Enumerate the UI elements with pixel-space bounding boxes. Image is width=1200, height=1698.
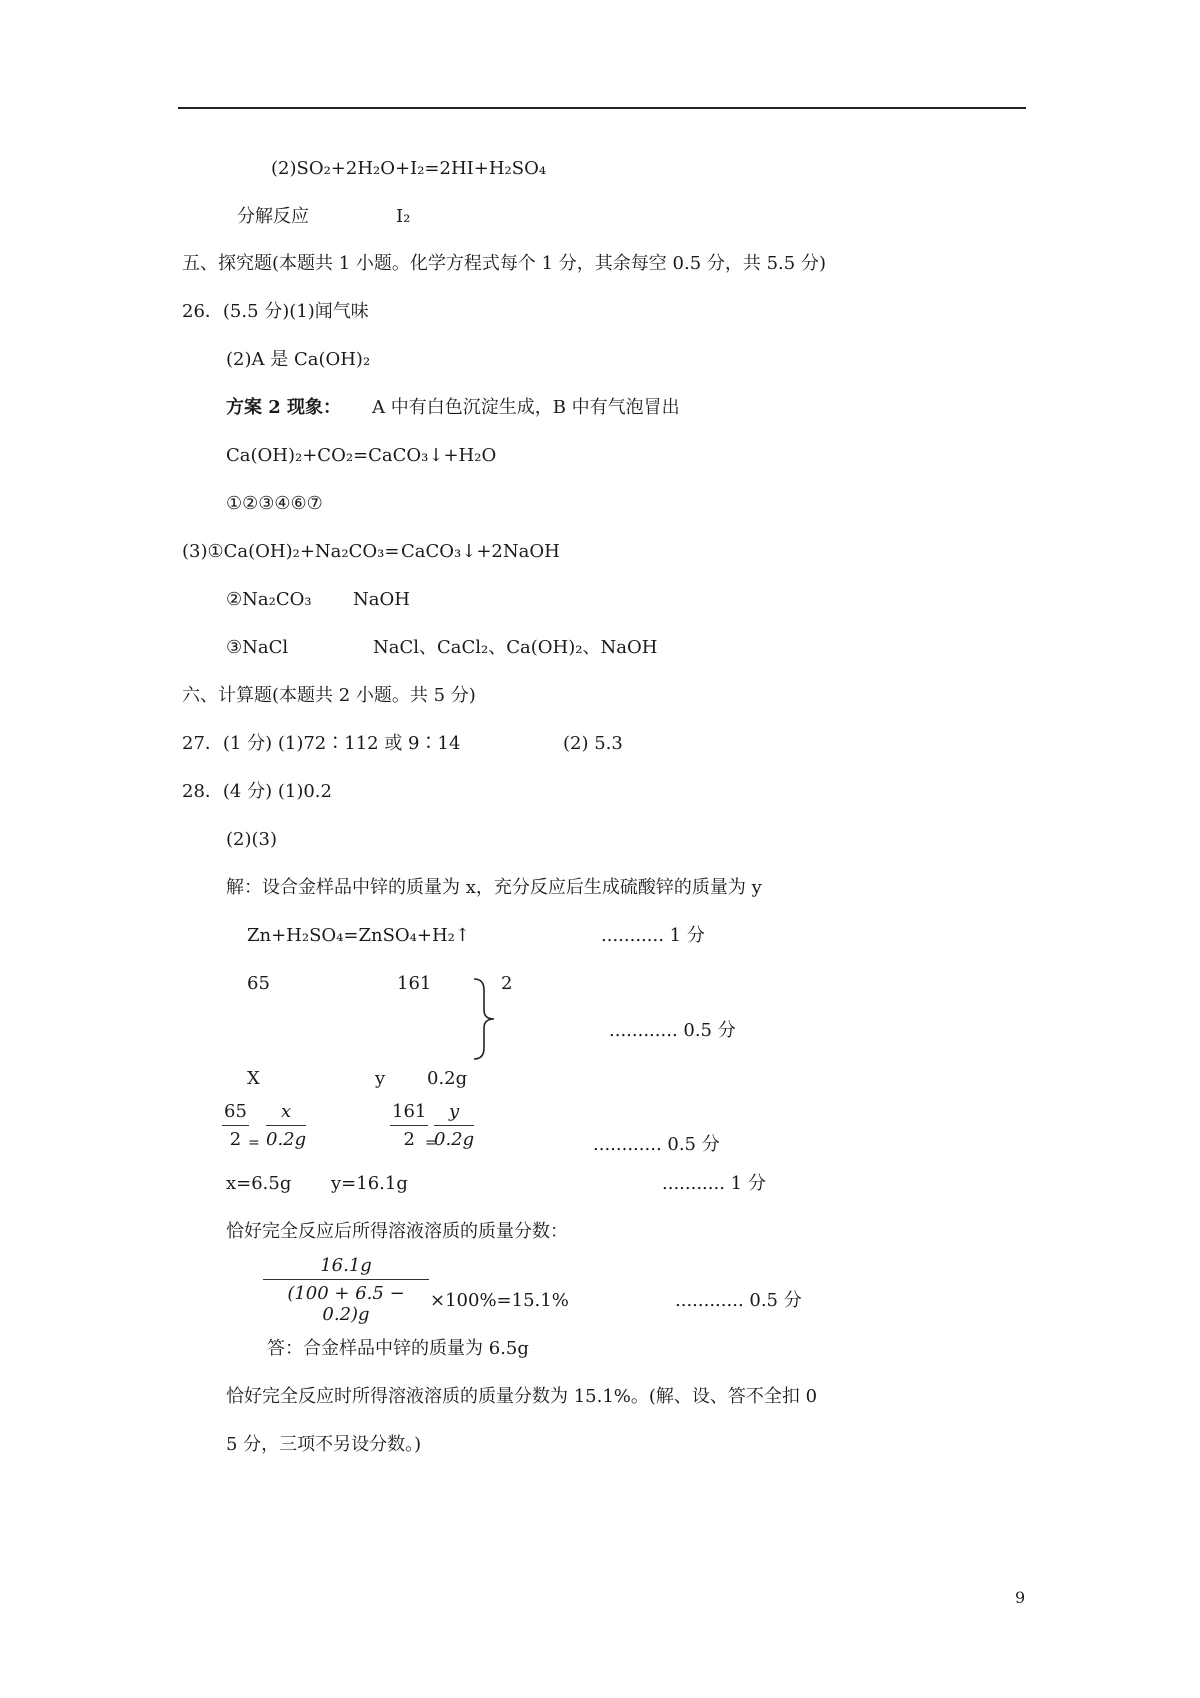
mass-fraction-label: 恰好完全反应后所得溶液溶质的质量分数： [226,1221,568,1242]
fraction-denominator: 0.2g [266,1129,307,1150]
fraction-numerator: y [434,1101,474,1126]
unknown-y: y [375,1068,386,1089]
equals-sign: = [248,1135,260,1151]
unknown-x: X [247,1068,260,1089]
answer-statement: 答：合金样品中锌的质量为 6.5g [267,1338,529,1359]
mass-h2: 0.2g [427,1068,468,1089]
molar-mass: 65 [247,973,270,994]
answer-statement: 5 分，三项不另设分数。) [226,1434,422,1455]
equation-products: CaCO₃↓+2NaOH [401,541,560,562]
answer-item: ②Na₂CO₃ [226,589,312,610]
header-rule [178,107,1026,109]
equation-line: Zn+H₂SO₄=ZnSO₄+H₂↑ [247,925,470,946]
answer-numbers: ①②③④⑥⑦ [226,493,323,514]
result-x: x=6.5g [226,1173,292,1194]
score-note: ............ 0.5 分 [675,1290,802,1311]
question-27-part2: (2) 5.3 [563,733,623,754]
fraction-numerator: 161 [390,1101,428,1126]
question-26: 26．(5.5 分)(1)闻气味 [182,301,369,322]
answer-item: NaOH [353,589,410,610]
result-y: y=16.1g [331,1173,408,1194]
brace-icon [472,978,498,1060]
plan-phenomenon: A 中有白色沉淀生成，B 中有气泡冒出 [372,397,680,418]
fraction [222,1101,249,1150]
percentage-result: ×100%=15.1% [430,1290,569,1311]
equation-line: Ca(OH)₂+CO₂=CaCO₃↓+H₂O [226,445,497,466]
question-27: 27．(1 分) (1)72∶112 或 9∶14 [182,733,461,754]
equation-line: (2)SO₂+2H₂O+I₂=2HI+H₂SO₄ [271,158,547,179]
answer-item: ③NaCl [226,637,289,658]
score-note: ............ 0.5 分 [609,1020,736,1041]
fraction [434,1101,474,1150]
fraction-numerator: x [266,1101,306,1126]
solution-setup: 解：设合金样品中锌的质量为 x，充分反应后生成硫酸锌的质量为 y [226,877,762,898]
fraction-denominator: 2 [229,1129,242,1150]
answer-item: NaCl、CaCl₂、Ca(OH)₂、NaOH [373,637,658,658]
equation-line: (3)①Ca(OH)₂+Na₂CO₃= [182,541,400,562]
answer-line: (2)A 是 Ca(OH)₂ [226,349,371,370]
fraction-numerator: 16.1g [263,1255,429,1280]
section-heading-6: 六、计算题(本题共 2 小题。共 5 分) [182,685,476,706]
equals-sign: = [425,1135,437,1151]
element-answer: I₂ [396,206,411,227]
score-note: ........... 1 分 [662,1173,766,1194]
fraction-denominator: 0.2g [434,1129,475,1150]
plan-label: 方案 2 现象： [226,397,342,418]
section-heading-5: 五、探究题(本题共 1 小题。化学方程式每个 1 分，其余每空 0.5 分，共 5.5 分) [182,253,826,274]
fraction-numerator: 65 [222,1101,249,1126]
answer-statement: 恰好完全反应时所得溶液溶质的质量分数为 15.1%。(解、设、答不全扣 0 [226,1386,818,1407]
molar-mass: 2 [501,973,513,994]
fraction [266,1101,306,1150]
fraction-denominator: 2 [403,1129,415,1150]
fraction [390,1101,428,1150]
score-note: ............ 0.5 分 [593,1134,720,1155]
page-number: 9 [1015,1588,1026,1607]
question-28: 28．(4 分) (1)0.2 [182,781,332,802]
molar-mass: 161 [397,973,432,994]
score-note: ........... 1 分 [601,925,705,946]
fraction [263,1255,429,1325]
answer-line: (2)(3) [226,829,277,850]
reaction-type: 分解反应 [237,206,309,227]
fraction-denominator: (100 + 6.5 − 0.2)g [287,1283,405,1325]
